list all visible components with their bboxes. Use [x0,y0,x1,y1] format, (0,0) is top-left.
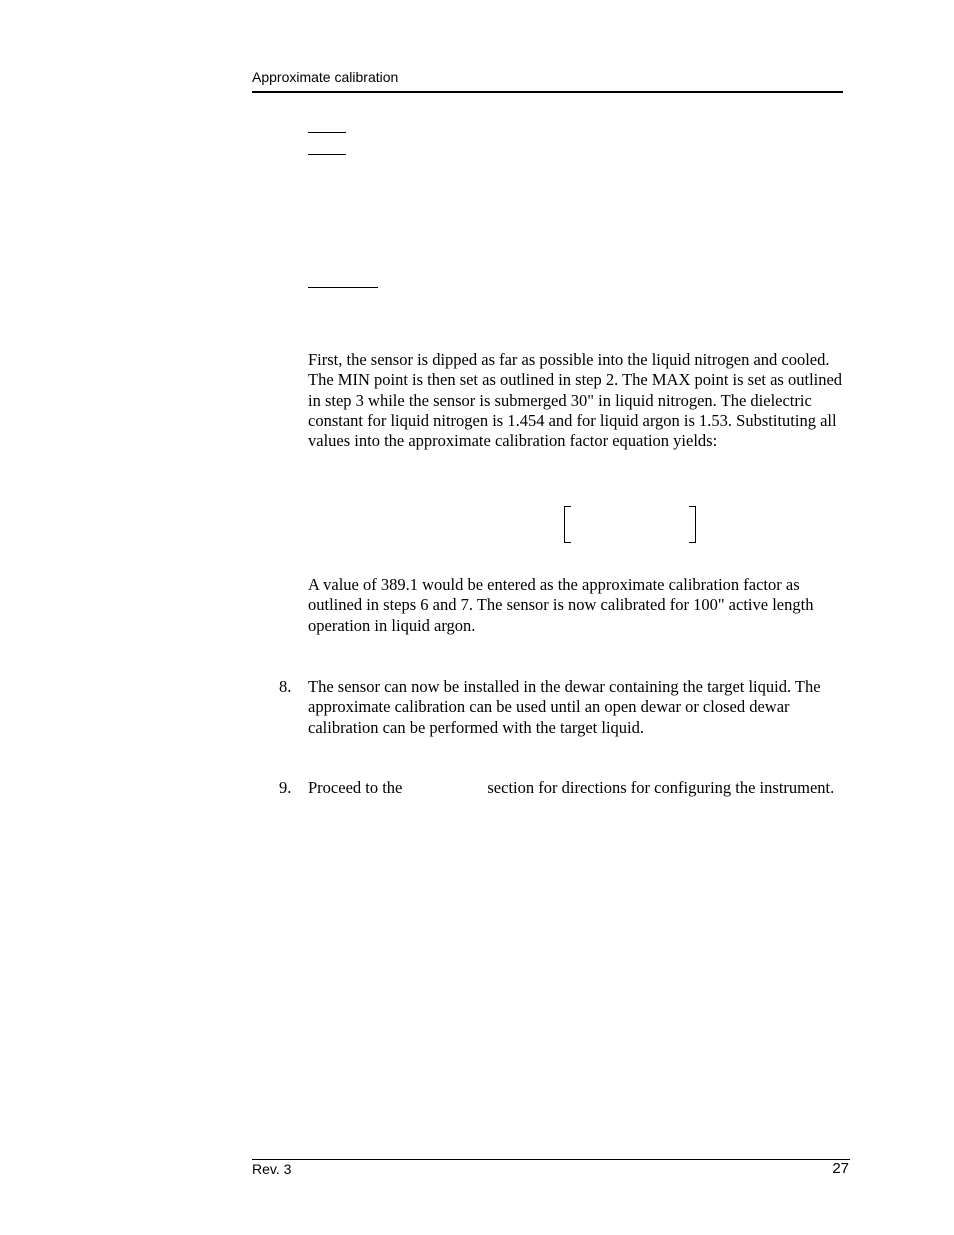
step-9-text-before: Proceed to the [308,778,403,797]
step-9-text [308,778,848,798]
example-paragraph: First, the sensor is dipped as far as possible into the liquid nitrogen and cooled. The MIN point is then set as outlined in step 2. The MAX point is set as outlined in step 3 while the sensor is submerged 30" in liquid nitrogen. The dielectric constant for liquid nitrogen is 1.454 and for liquid argon is 1.53. Substituting all values into the approximate calibration factor equation yields: [308,350,843,451]
step-9-text-after: section for directions for configuring the instrument. [487,778,835,797]
equation-right-bracket [689,506,696,543]
footer-page-number: 27 [832,1160,849,1177]
step-8-text: The sensor can now be installed in the dewar containing the target liquid. The approximate calibration can be used until an open dewar or closed dewar calibration can be performed with the target liquid. [308,677,821,737]
step-9-number: 9. [279,778,292,797]
note-underline-1 [308,132,346,133]
note-underline-2 [308,154,346,155]
example-heading-underline [308,287,378,288]
result-paragraph: A value of 389.1 would be entered as the approximate calibration factor as outlined in steps 6 and 7. The sensor is now calibrated for 100" active length operation in liquid argon. [308,575,814,635]
equation-left-bracket [564,506,571,543]
running-header-title: Approximate calibration [252,69,399,85]
footer-rule [252,1159,850,1160]
footer-revision: Rev. 3 [252,1161,292,1177]
header-rule [252,91,843,93]
step-8-number: 8. [279,677,292,696]
